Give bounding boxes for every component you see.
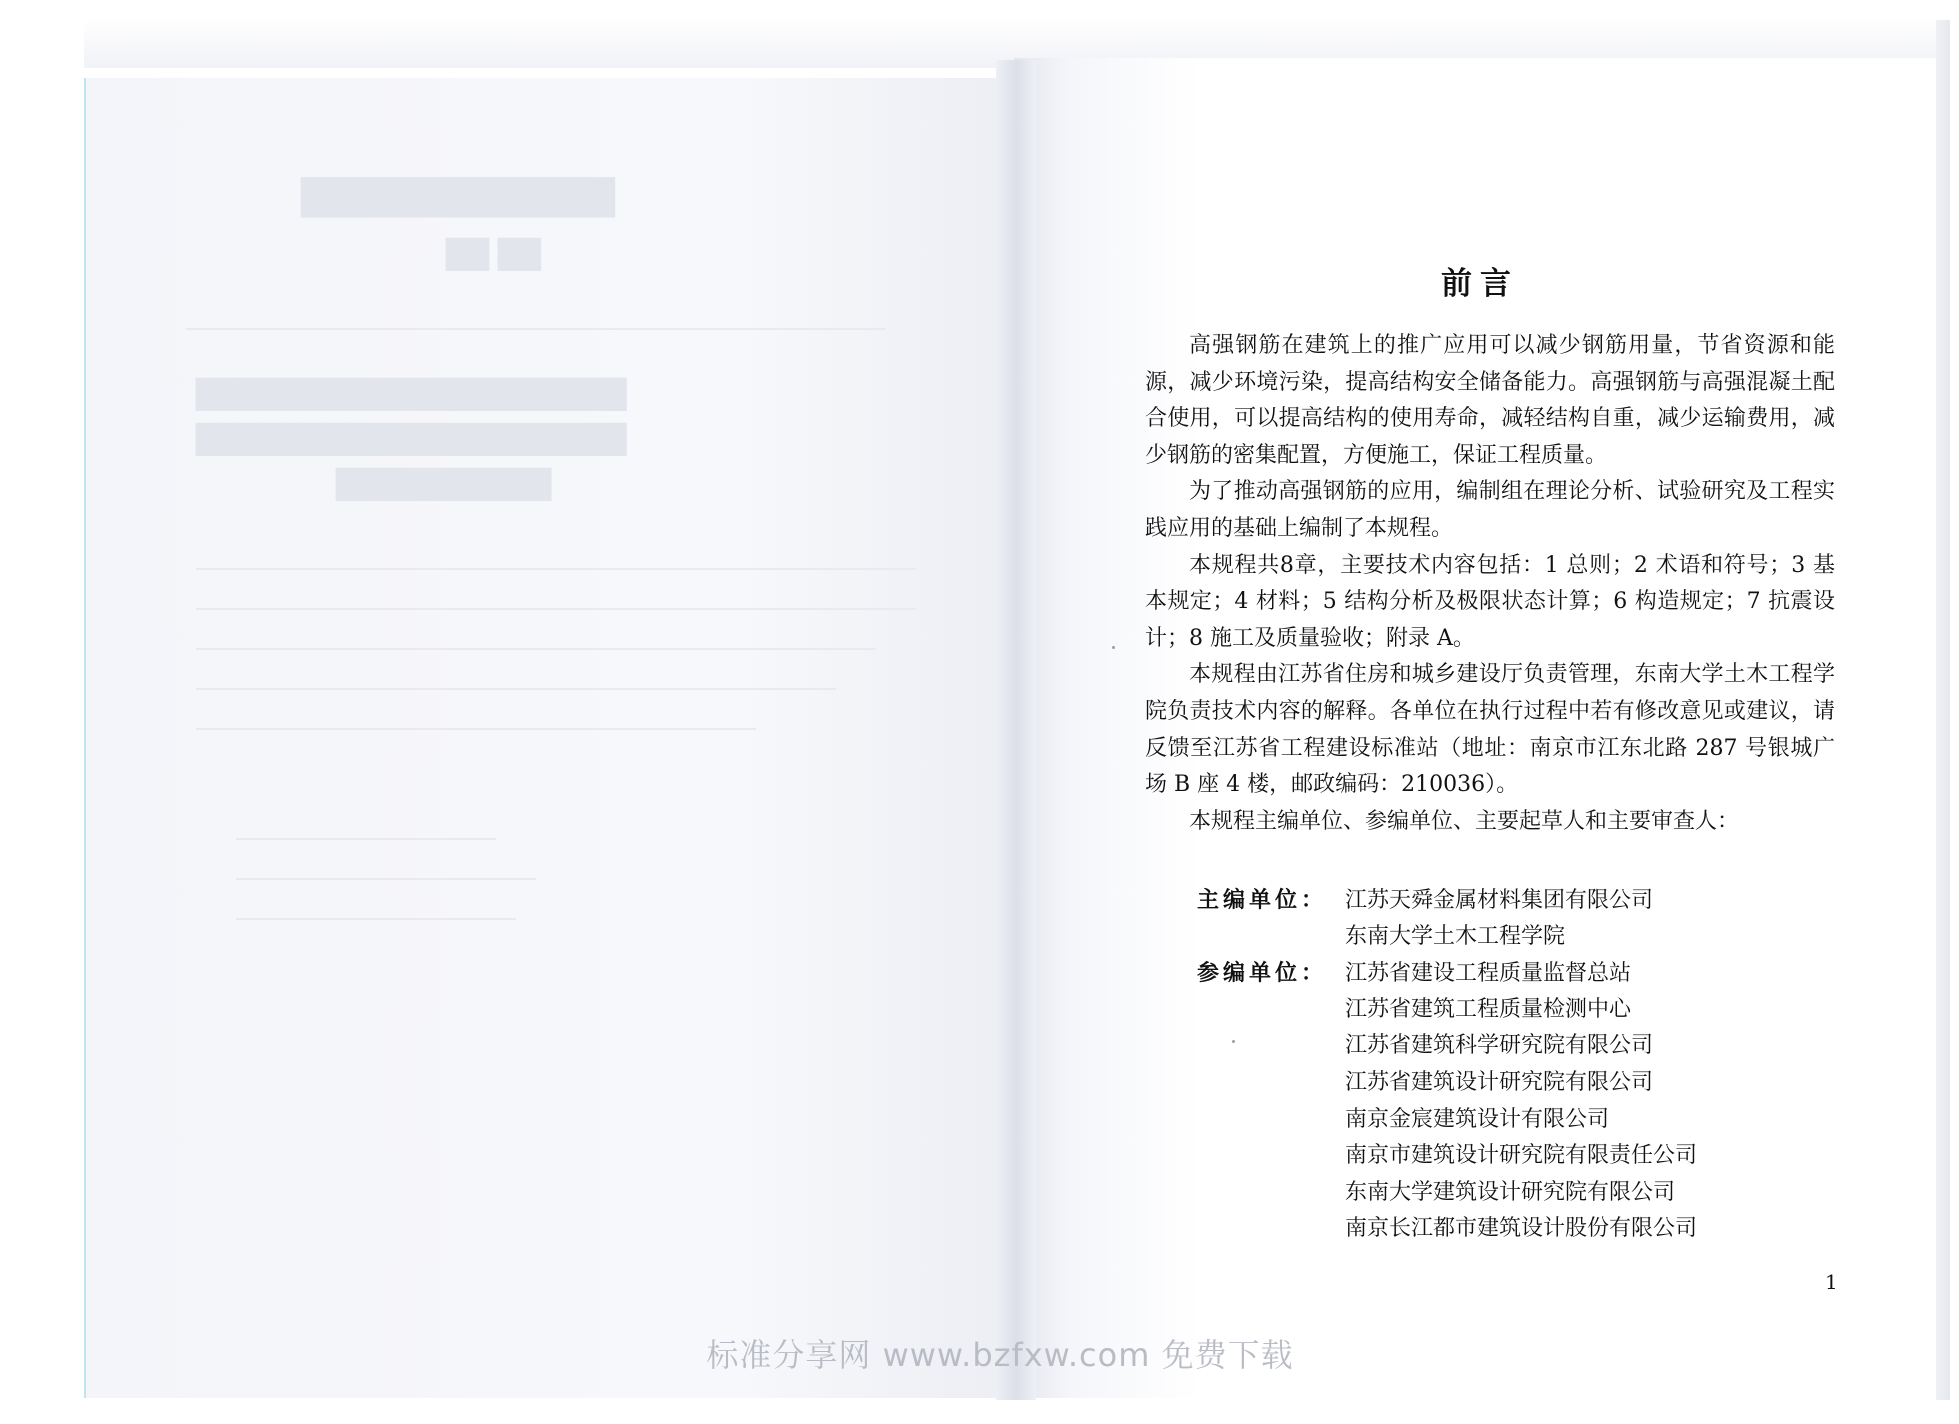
participating-unit-name: 江苏省建筑科学研究院有限公司 [1345, 1033, 1654, 1059]
bleed-through-line-7 [236, 878, 536, 880]
bleed-through-line-5 [196, 728, 756, 730]
preface-paragraph: 本规程由江苏省住房和城乡建设厅负责管理，东南大学土木工程学院负责技术内容的解释。各单位在执行过程中若有修改意见或建议，请反馈至江苏省工程建设标准站（地址：南京市江东北路 287 号银城广场 B 座 4 楼，邮政编码：210036）。 [1145, 662, 1835, 798]
bleed-through-line-1 [196, 568, 916, 570]
preface-paragraph: 高强钢筋在建筑上的推广应用可以减少钢筋用量，节省资源和能源，减少环境污染，提高结构安全储备能力。高强钢筋与高强混凝土配合使用，可以提高结构的使用寿命，减轻结构自重，减少运输费用，减少钢筋的密集配置，方便施工，保证工程质量。 [1145, 333, 1835, 468]
bleed-through-block-3: ██████████ [336, 468, 552, 501]
bleed-through-rule [186, 328, 886, 330]
participating-unit-name: 东南大学建筑设计研究院有限公司 [1345, 1179, 1676, 1205]
page-edge [1936, 20, 1950, 1400]
preface-body [1145, 328, 1835, 840]
book-gutter [996, 60, 1036, 1400]
bleed-through-block-2: ████████████████████ [196, 423, 627, 456]
scan-speck [1112, 646, 1115, 649]
bleed-through-line-2 [196, 608, 916, 610]
participating-unit-row [1197, 1138, 1697, 1175]
site-watermark: 标准分享网 www.bzfxw.com 免费下载 [706, 1336, 1294, 1374]
participating-unit-row [1197, 1065, 1697, 1102]
participating-unit-name: 南京长江都市建筑设计股份有限公司 [1345, 1216, 1698, 1242]
chief-unit-row [1197, 882, 1697, 919]
participating-unit-name: 江苏省建筑设计研究院有限公司 [1345, 1069, 1654, 1095]
participating-unit-row [1197, 1211, 1697, 1248]
chief-unit-name: 东南大学土木工程学院 [1345, 923, 1566, 949]
bleed-through-line-4 [196, 688, 836, 690]
bleed-through-block-1: ████████████████████ [196, 378, 627, 411]
participating-unit-name: 江苏省建设工程质量监督总站 [1345, 961, 1632, 987]
scan-speck [1232, 1040, 1235, 1043]
bleed-through-line-8 [236, 918, 516, 920]
left-page [84, 78, 1016, 1398]
bleed-through-heading: ████████████ [301, 178, 615, 218]
participating-unit-name: 南京金宸建筑设计有限公司 [1345, 1106, 1610, 1132]
preface-title: 前言 [1441, 266, 1519, 302]
participating-unit-row [1197, 1102, 1697, 1139]
bleed-through-line-6 [236, 838, 496, 840]
preface-paragraph: 本规程主编单位、参编单位、主要起草人和主要审查人： [1189, 808, 1740, 834]
participating-unit-name: 江苏省建筑工程质量检测中心 [1345, 996, 1632, 1022]
preface-paragraph: 为了推动高强钢筋的应用，编制组在理论分析、试验研究及工程实践应用的基础上编制了本规程。 [1145, 479, 1835, 541]
page-number: 1 [1825, 1270, 1838, 1294]
bleed-through-line-3 [196, 648, 876, 650]
participating-unit-name: 南京市建筑设计研究院有限责任公司 [1345, 1143, 1698, 1169]
participating-unit-row [1197, 1028, 1697, 1065]
preface-paragraph: 本规程共8章，主要技术内容包括：1 总则；2 术语和符号；3 基本规定；4 材料；5 结构分析及极限状态计算；6 构造规定；7 抗震设计；8 施工及质量验收；附录 A。 [1145, 552, 1835, 651]
bleed-through-subheading: ██ ██ [446, 238, 542, 271]
chief-unit-label: 主编单位： [1197, 887, 1328, 913]
participating-unit-row [1197, 992, 1697, 1029]
participating-unit-row [1197, 955, 1697, 992]
unit-list [1197, 882, 1697, 1248]
chief-unit-name: 江苏天舜金属材料集团有限公司 [1345, 888, 1654, 913]
chief-unit-row [1197, 919, 1697, 956]
participating-unit-row [1197, 1175, 1697, 1212]
participating-unit-label: 参编单位： [1197, 960, 1328, 987]
